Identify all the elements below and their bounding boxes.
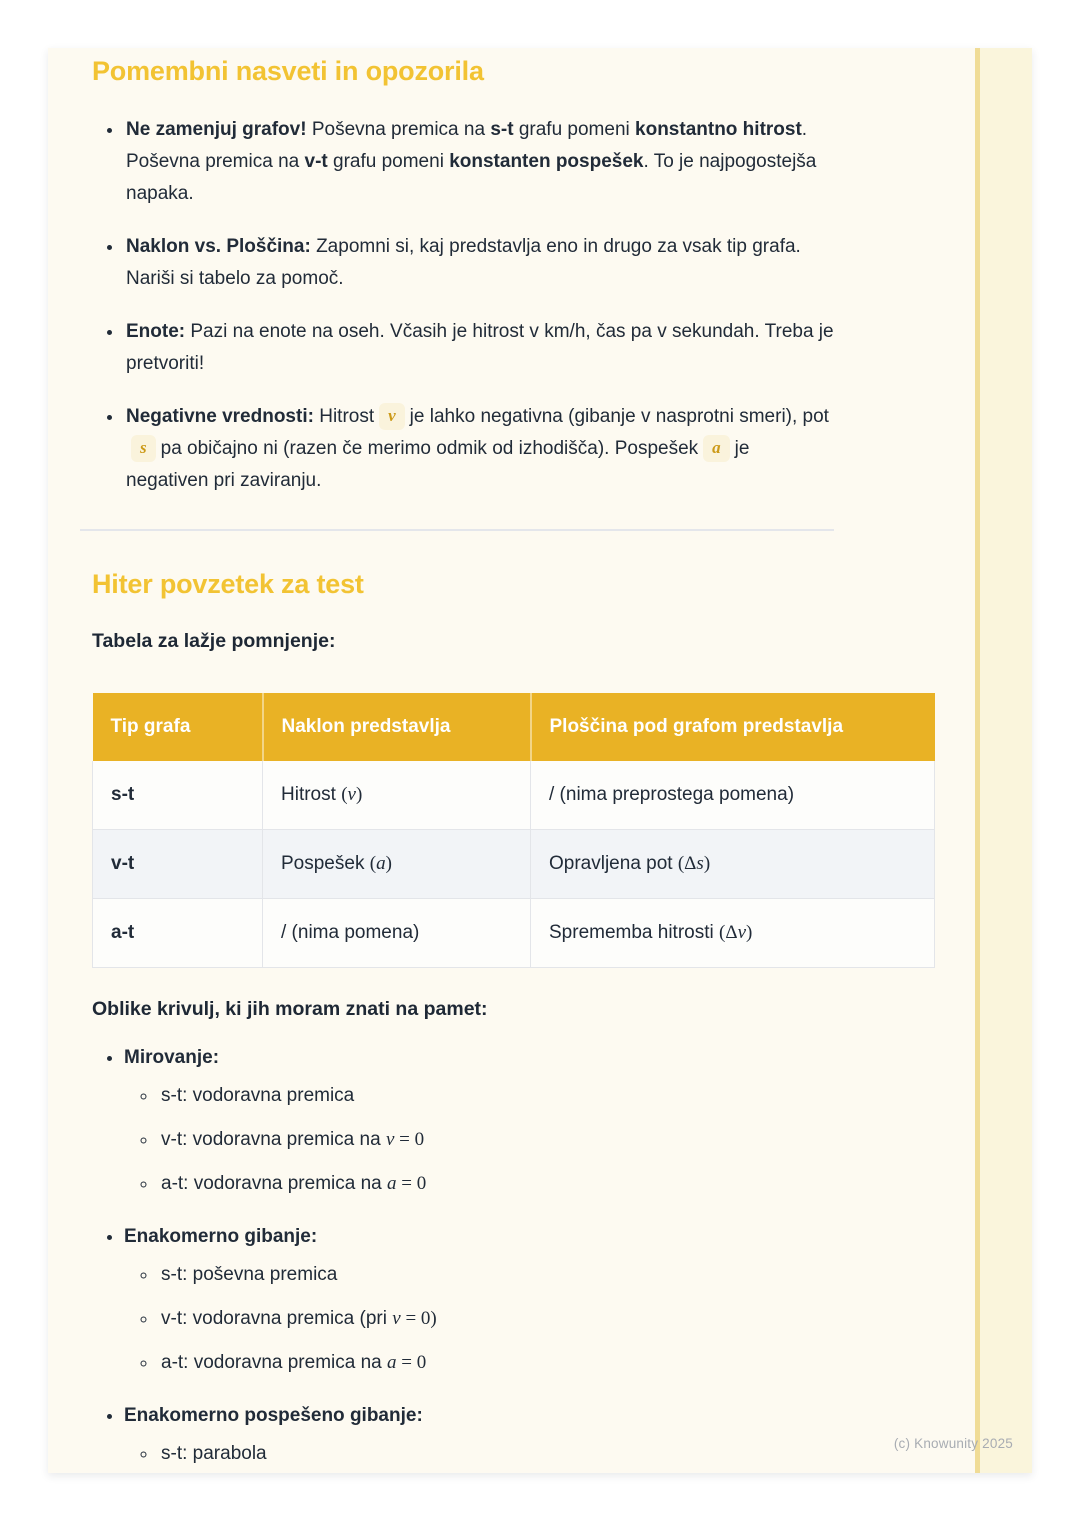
shape-sublist (124, 1262, 834, 1376)
table-header (93, 693, 935, 761)
shape-sublist (124, 1441, 834, 1467)
page-content (92, 48, 844, 1494)
table-cell: Sprememba hitrosti (Δv) (531, 899, 935, 968)
table-intro: Tabela za lažje pomnjenje: (92, 630, 336, 652)
list-item: ◦ s-t: parabola (158, 1441, 834, 1467)
list-item: • Enote: Pazi na enote na oseh. Včasih je hitrost v km/h, čas pa v sekundah. Treba je pretvoriti! (124, 316, 834, 380)
section-title-tips: Pomembni nasveti in opozorila (92, 56, 484, 86)
shapes-list (92, 1045, 834, 1467)
shape-group (124, 1224, 834, 1376)
table-row (93, 761, 935, 830)
shape-group-label: Enakomerno gibanje: (124, 1226, 318, 1247)
table-cell: Hitrost (v) (263, 761, 531, 830)
document-page (48, 48, 1032, 1473)
table-header-cell: Tip grafa (93, 693, 263, 761)
table-row (93, 899, 935, 968)
watermark: (c) Knowunity 2025 (893, 1436, 1013, 1451)
shape-group (124, 1403, 834, 1467)
table-cell: a-t (93, 899, 263, 968)
table-header-cell: Naklon predstavlja (263, 693, 531, 761)
shape-group-label: Mirovanje: (124, 1047, 220, 1068)
list-item: • Negativne vrednosti: Hitrost v je lahko negativna (gibanje v nasprotni smeri), pots pa običajno ni (razen če merimo odmik od izhodišča). Pospešek a je negativen pri zaviranju. (124, 401, 834, 497)
summary-table (92, 693, 935, 968)
list-item: • Naklon vs. Ploščina: Zapomni si, kaj predstavlja eno in drugo za vsak tip grafa. Nariši si tabelo za pomoč. (124, 231, 834, 295)
shape-sublist (124, 1083, 834, 1197)
list-item: ◦ v-t: vodoravna premica na v = 0 (158, 1127, 834, 1153)
table-cell: Opravljena pot (Δs) (531, 830, 935, 899)
list-item: ◦ v-t: vodoravna premica (pri v = 0) (158, 1306, 834, 1332)
shapes-intro: Oblike krivulj, ki jih moram znati na pamet: (92, 998, 488, 1020)
page-edge-stripe (975, 48, 1032, 1473)
table-cell: / (nima preprostega pomena) (531, 761, 935, 830)
table-cell: Pospešek (a) (263, 830, 531, 899)
table-row (93, 830, 935, 899)
table-cell: v-t (93, 830, 263, 899)
list-item: • Ne zamenjuj grafov! Poševna premica na s-t grafu pomeni konstantno hitrost. Poševna premica na v-t grafu pomeni konstanten pospešek. To je najpogostejša napaka. (124, 114, 834, 210)
list-item: ◦ a-t: vodoravna premica na a = 0 (158, 1171, 834, 1197)
list-item: ◦ s-t: poševna premica (158, 1262, 834, 1288)
table-cell: s-t (93, 761, 263, 830)
shape-group (124, 1045, 834, 1197)
section-divider (80, 529, 834, 531)
table-cell: / (nima pomena) (263, 899, 531, 968)
table-header-cell: Ploščina pod grafom predstavlja (531, 693, 935, 761)
list-item: ◦ s-t: vodoravna premica (158, 1083, 834, 1109)
list-item: ◦ a-t: vodoravna premica na a = 0 (158, 1350, 834, 1376)
shape-group-label: Enakomerno pospešeno gibanje: (124, 1405, 423, 1426)
tips-list (92, 114, 834, 497)
section-title-summary: Hiter povzetek za test (92, 569, 364, 599)
